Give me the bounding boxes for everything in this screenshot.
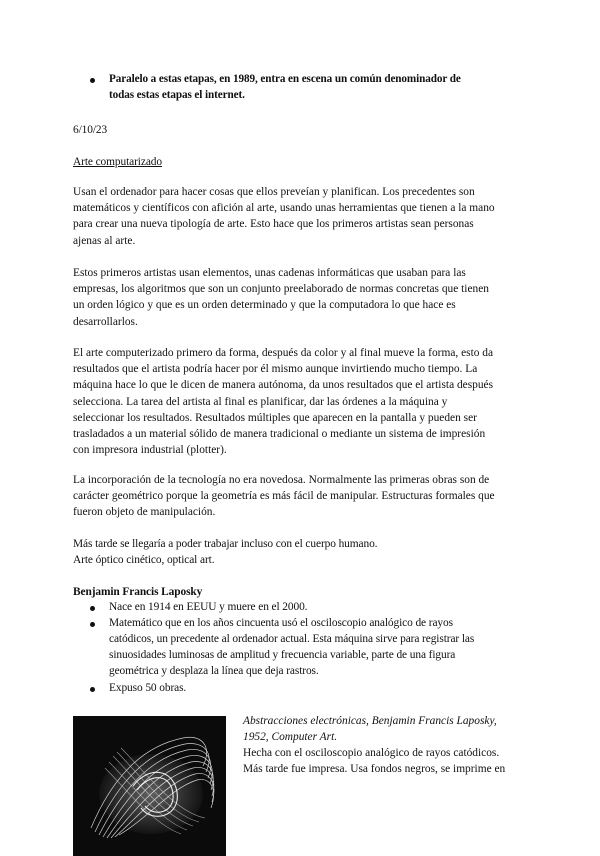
- top-bullet-line-1: Paralelo a estas etapas, en 1989, entra en escena un común denominador de: [109, 73, 461, 85]
- bullet-dot: [90, 622, 95, 627]
- artwork-caption-desc-line-2: Más tarde fue impresa. Usa fondos negros, se imprime en: [243, 763, 506, 775]
- paragraph-line: El arte computerizado primero da forma, después da color y al final mueve la forma, esto da: [73, 347, 494, 359]
- artist-bullet-2-line-1: Matemático que en los años cincuenta usó el osciloscopio analógico de rayos: [109, 617, 453, 629]
- paragraph-line: Usan el ordenador para hacer cosas que ellos preveían y planifican. Los precedentes son: [73, 186, 475, 198]
- paragraph-4: [73, 472, 525, 521]
- artwork-caption-desc-line-1: Hecha con el osciloscopio analógico de rayos catódicos.: [243, 747, 500, 759]
- paragraph-line: para crear una nueva tipología de arte. Esto hace que los primeros artistas sean personas: [73, 218, 474, 231]
- extra-line-1: Más tarde se llegaría a poder trabajar incluso con el cuerpo humano.: [73, 538, 378, 550]
- paragraph-line: resultados que el artista podría hacer por él mismo aunque invirtiendo mucho tiempo. La: [73, 363, 478, 376]
- extra-line-2: Arte óptico cinético, optical art.: [73, 554, 215, 566]
- paragraph-line: La incorporación de la tecnología no era novedosa. Normalmente las primeras obras son de: [73, 474, 490, 486]
- paragraph-line: matemáticos y científicos con afición al arte, usando unas herramientas que tienen a la mano: [73, 202, 495, 215]
- paragraph-line: empresas, los algoritmos que son un conjunto preelaborado de normas concretas que tienen: [73, 283, 489, 296]
- paragraph-line: fueron objeto de manipulación.: [73, 506, 216, 519]
- paragraph-line: seleccionar los resultados. Resultados múltiples que aparecen en la pantalla y pueden ser: [73, 411, 477, 424]
- artwork-caption-title-line-2: 1952, Computer Art.: [243, 731, 338, 743]
- paragraph-line: Estos primeros artistas usan elementos, unas cadenas informáticas que usaban para las: [73, 267, 466, 279]
- artist-bullet-3: Expuso 50 obras.: [109, 682, 187, 694]
- paragraph-line: carácter geométrico porque la geometría es más fácil de manipular. Estructuras formales que: [73, 490, 495, 503]
- artist-bullet-2-line-4: geométrica y desplaza la línea que deja rastros.: [109, 665, 319, 677]
- artist-name: Benjamin Francis Laposky: [73, 586, 203, 598]
- paragraph-line: máquina hace lo que le dicen de manera autónoma, da unos resultados que el artista después: [73, 379, 494, 392]
- bullet-dot: [90, 78, 95, 83]
- artist-bullet-2-line-3: sinuosidades luminosas de amplitud y frecuencia variable, parte de una figura: [109, 649, 456, 661]
- paragraph-3: [73, 345, 525, 458]
- paragraph-1: [73, 184, 525, 249]
- oscilloscope-trace-graphic: [73, 716, 226, 856]
- artwork-image: [73, 716, 226, 856]
- bullet-dot: [90, 606, 95, 611]
- section-title: Arte computarizado: [73, 156, 162, 168]
- artist-bullet-2-line-2: catódicos, un precedente al ordenador actual. Esta máquina sirve para registrar las: [109, 633, 475, 645]
- top-bullet-line-2: todas estas etapas el internet.: [109, 89, 245, 101]
- paragraph-line: con impresora industrial (plotter).: [73, 444, 227, 457]
- bullet-dot: [90, 687, 95, 692]
- paragraph-line: desarrollarlos.: [73, 315, 138, 328]
- paragraph-2: [73, 265, 525, 330]
- paragraph-line: un orden lógico y que es un orden determinado y que la computadora lo que hace es: [73, 299, 456, 312]
- paragraph-line: selecciona. La tarea del artista al final es planificar, dar las órdenes a la máquina y: [73, 395, 448, 408]
- artist-bullet-1: Nace en 1914 en EEUU y muere en el 2000.: [109, 601, 308, 613]
- artwork-caption-title-line-1: Abstracciones electrónicas, Benjamin Francis Laposky,: [243, 715, 497, 727]
- paragraph-line: ajenas al arte.: [73, 234, 136, 247]
- date: 6/10/23: [73, 124, 108, 136]
- paragraph-line: trasladados a un material sólido de manera tradicional o mediante un sistema de impresión: [73, 428, 486, 441]
